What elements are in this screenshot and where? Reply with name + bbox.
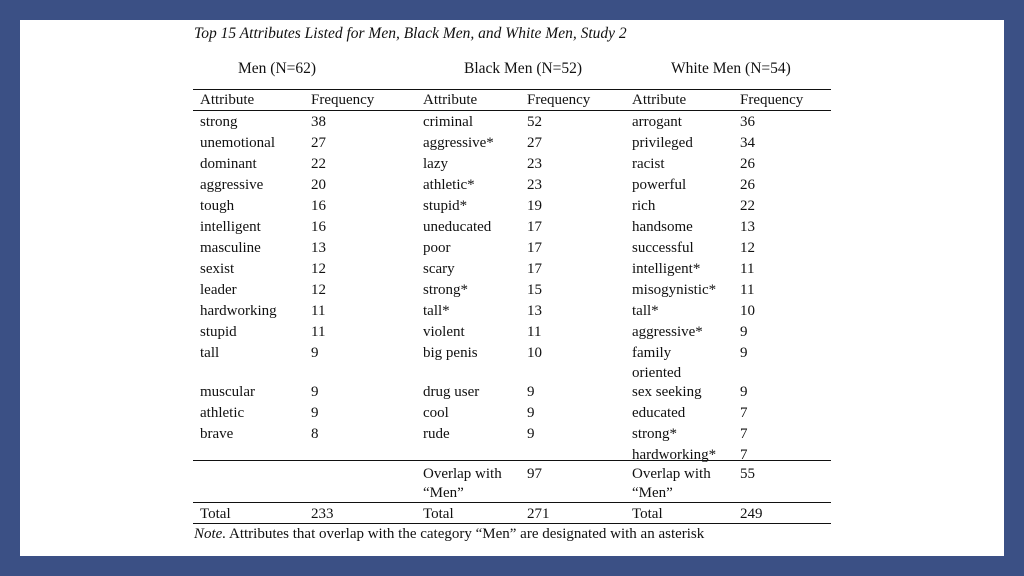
column-header-frequency-black: Frequency	[527, 92, 591, 108]
attribute-cell-men: tall	[200, 345, 220, 361]
attribute-cell-black: uneducated	[423, 219, 492, 235]
frequency-cell-men: 11	[311, 303, 326, 319]
attribute-cell-black: drug user	[423, 384, 480, 400]
frequency-cell-white: 13	[740, 219, 755, 235]
attribute-cell-white: powerful	[632, 177, 687, 193]
frequency-cell-white: 9	[740, 324, 748, 340]
frequency-cell-black: 23	[527, 177, 542, 193]
attribute-cell-men: strong	[200, 114, 238, 130]
frequency-cell-men: 16	[311, 219, 326, 235]
frequency-cell-white: 11	[740, 261, 755, 277]
frequency-cell-black: 27	[527, 135, 542, 151]
attribute-cell-white: misogynistic*	[632, 282, 717, 298]
slide	[20, 20, 1004, 556]
frequency-cell-white: 12	[740, 240, 755, 256]
frequency-cell-men: 12	[311, 282, 326, 298]
total-value-men: 233	[311, 506, 334, 522]
frequency-cell-black: 9	[527, 405, 535, 421]
note-prefix: Note.	[194, 526, 227, 542]
attribute-cell-white: arrogant	[632, 114, 682, 130]
frequency-cell-black: 13	[527, 303, 542, 319]
attribute-cell-men: hardworking	[200, 303, 277, 319]
attribute-cell-black: criminal	[423, 114, 473, 130]
frequency-cell-black: 15	[527, 282, 542, 298]
frequency-cell-men: 22	[311, 156, 326, 172]
column-header-attribute-men: Attribute	[200, 92, 255, 108]
frequency-cell-white: 11	[740, 282, 755, 298]
frequency-cell-men: 11	[311, 324, 326, 340]
total-label-men: Total	[200, 506, 231, 522]
attribute-cell-white: educated	[632, 405, 686, 421]
frequency-cell-men: 27	[311, 135, 326, 151]
attribute-cell-white: aggressive*	[632, 324, 703, 340]
frequency-cell-white: 34	[740, 135, 755, 151]
frequency-cell-black: 9	[527, 426, 535, 442]
attribute-cell-white: privileged	[632, 135, 693, 151]
frequency-cell-men: 9	[311, 345, 319, 361]
overlap-label-white-line1: Overlap with	[632, 466, 711, 482]
frequency-cell-men: 38	[311, 114, 326, 130]
column-header-frequency-men: Frequency	[311, 92, 375, 108]
attribute-cell-men: tough	[200, 198, 235, 214]
attribute-cell-men: aggressive	[200, 177, 264, 193]
attribute-cell-white: handsome	[632, 219, 693, 235]
overlap-value-white: 55	[740, 466, 755, 482]
frequency-cell-white: 7	[740, 405, 748, 421]
total-value-black: 271	[527, 506, 550, 522]
attribute-cell-men: athletic	[200, 405, 245, 421]
attribute-cell-white: intelligent*	[632, 261, 701, 277]
frequency-cell-black: 9	[527, 384, 535, 400]
note-text: Attributes that overlap with the category “Men” are designated with an asterisk	[226, 526, 705, 542]
attribute-cell-black: poor	[423, 240, 451, 256]
frequency-cell-white: 9	[740, 345, 748, 361]
attribute-cell-white: rich	[632, 198, 656, 214]
group-header-black-men: Black Men (N=52)	[464, 60, 583, 77]
total-top-rule	[193, 502, 831, 503]
attribute-cell-black: scary	[423, 261, 455, 277]
attribute-cell-white: successful	[632, 240, 694, 256]
frequency-cell-white: 22	[740, 198, 755, 214]
frequency-cell-white: 26	[740, 177, 755, 193]
attribute-cell-white: strong*	[632, 426, 677, 442]
attribute-cell-white: racist	[632, 156, 665, 172]
frequency-cell-men: 13	[311, 240, 326, 256]
attribute-cell-black: big penis	[423, 345, 478, 361]
attribute-cell-white-line2: oriented	[632, 365, 682, 381]
total-label-black: Total	[423, 506, 454, 522]
frequency-cell-white: 7	[740, 447, 748, 463]
overlap-value-black: 97	[527, 466, 542, 482]
attribute-cell-men: masculine	[200, 240, 261, 256]
frequency-cell-men: 8	[311, 426, 319, 442]
total-bottom-rule	[193, 523, 831, 524]
frequency-cell-white: 10	[740, 303, 755, 319]
attribute-cell-black: lazy	[423, 156, 448, 172]
total-value-white: 249	[740, 506, 763, 522]
attribute-cell-men: intelligent	[200, 219, 261, 235]
attribute-cell-black: stupid*	[423, 198, 468, 214]
attribute-cell-black: aggressive*	[423, 135, 494, 151]
overlap-rule	[193, 460, 831, 461]
overlap-label-black-line2: “Men”	[423, 485, 464, 501]
table-caption: Top 15 Attributes Listed for Men, Black Men, and White Men, Study 2	[194, 25, 627, 42]
frequency-cell-black: 10	[527, 345, 542, 361]
overlap-label-black-line1: Overlap with	[423, 466, 502, 482]
frequency-cell-black: 52	[527, 114, 542, 130]
attribute-cell-men: stupid	[200, 324, 237, 340]
column-header-attribute-black: Attribute	[423, 92, 478, 108]
overlap-label-white-line2: “Men”	[632, 485, 673, 501]
frequency-cell-men: 12	[311, 261, 326, 277]
frequency-cell-men: 16	[311, 198, 326, 214]
group-header-white-men: White Men (N=54)	[671, 60, 791, 77]
attribute-cell-white: tall*	[632, 303, 659, 319]
frequency-cell-black: 23	[527, 156, 542, 172]
header-top-rule	[193, 89, 831, 90]
attribute-cell-men: brave	[200, 426, 234, 442]
total-label-white: Total	[632, 506, 663, 522]
frequency-cell-white: 36	[740, 114, 755, 130]
attribute-cell-black: violent	[423, 324, 465, 340]
group-header-men: Men (N=62)	[238, 60, 317, 77]
attribute-cell-white: family	[632, 345, 672, 361]
column-header-frequency-white: Frequency	[740, 92, 804, 108]
attribute-cell-men: sexist	[200, 261, 235, 277]
frequency-cell-black: 17	[527, 219, 542, 235]
attribute-cell-men: muscular	[200, 384, 255, 400]
frequency-cell-men: 20	[311, 177, 326, 193]
attribute-cell-white: hardworking*	[632, 447, 717, 463]
attribute-cell-black: rude	[423, 426, 450, 442]
table-note	[194, 526, 704, 543]
attribute-cell-black: cool	[423, 405, 449, 421]
attribute-cell-black: strong*	[423, 282, 468, 298]
attribute-cell-white: sex seeking	[632, 384, 702, 400]
frequency-cell-black: 17	[527, 240, 542, 256]
frequency-cell-white: 26	[740, 156, 755, 172]
header-bottom-rule	[193, 110, 831, 111]
frequency-cell-white: 7	[740, 426, 748, 442]
attribute-cell-men: unemotional	[200, 135, 275, 151]
frequency-cell-men: 9	[311, 384, 319, 400]
attribute-cell-men: leader	[200, 282, 237, 298]
frequency-cell-black: 19	[527, 198, 542, 214]
attribute-cell-men: dominant	[200, 156, 257, 172]
frequency-cell-white: 9	[740, 384, 748, 400]
column-header-attribute-white: Attribute	[632, 92, 687, 108]
frequency-cell-men: 9	[311, 405, 319, 421]
frequency-cell-black: 17	[527, 261, 542, 277]
attribute-cell-black: tall*	[423, 303, 450, 319]
attribute-cell-black: athletic*	[423, 177, 475, 193]
frequency-cell-black: 11	[527, 324, 542, 340]
